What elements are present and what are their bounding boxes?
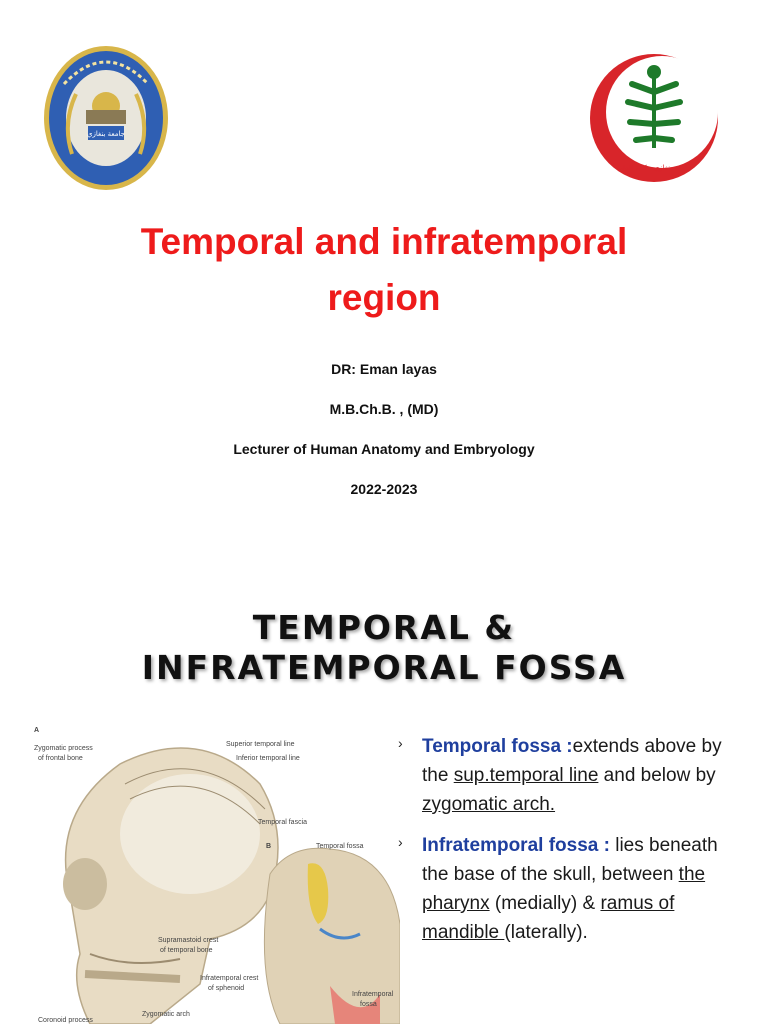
term-temporal-fossa: Temporal fossa	[422, 736, 562, 757]
medical-faculty-logo	[588, 52, 720, 184]
bullet1-underlined-1: sup.temporal line	[453, 765, 599, 786]
bullet-glyph: ›	[398, 834, 403, 850]
label-superior-temporal-line: Superior temporal line	[226, 741, 295, 748]
faculty-logo-text: جامعة بنغازي - كلية الطب	[616, 164, 692, 172]
content-title-line-1: TEMPORAL &	[252, 608, 516, 647]
bullet2-underlined-1: the pharynx	[422, 864, 706, 914]
label-temporal-fascia: Temporal fascia	[258, 819, 308, 826]
label-zygomatic-arch: Zygomatic arch	[142, 1011, 190, 1018]
label-supramastoid-crest: Supramastoid crest	[158, 937, 219, 944]
colon: :	[561, 736, 573, 757]
label-of-temporal-bone: of temporal bone	[160, 947, 213, 954]
label-of-sphenoid: of sphenoid	[208, 985, 245, 992]
bullet2-text-2: (medially) &	[489, 893, 601, 914]
slide-title-line-1: Temporal and infratemporal	[140, 221, 628, 262]
bullet2-underlined-2: ramus of mandible	[422, 893, 675, 943]
label-fossa: fossa	[360, 1001, 377, 1008]
bullet-glyph: ›	[398, 735, 403, 751]
skull-diagram	[30, 724, 400, 1024]
label-inferior-temporal-line: Inferior temporal line	[236, 755, 300, 762]
bullet2-text-1: lies beneath the base of the skull, between	[422, 835, 718, 885]
author-name: DR: Eman layas	[331, 361, 437, 377]
author-info	[0, 356, 768, 502]
term-infratemporal-fossa: Infratemporal fossa	[422, 835, 599, 856]
label-infratemporal-crest: Infratemporal crest	[200, 975, 259, 982]
seal-inner-text: جامعة بنغازي	[87, 130, 125, 138]
content-slide-title	[0, 608, 768, 688]
label-temporal-fossa: Temporal fossa	[316, 843, 364, 850]
bullet-list	[396, 732, 736, 959]
bullet-infratemporal-fossa	[396, 831, 736, 947]
bullet-temporal-fossa	[396, 732, 736, 819]
colon: :	[598, 835, 616, 856]
slide-title-line-2: region	[327, 277, 441, 318]
author-degree: M.B.Ch.B. , (MD)	[329, 401, 439, 417]
slide-title	[0, 214, 768, 326]
bullet1-text-2: and below by	[598, 765, 716, 786]
university-seal-logo	[42, 44, 170, 192]
label-coronoid-process: Coronoid process	[38, 1017, 93, 1024]
label-zygomatic-process: Zygomatic process	[34, 745, 93, 752]
label-infratemporal-fossa: Infratemporal	[352, 991, 394, 998]
bullet1-underlined-2: zygomatic arch.	[422, 794, 556, 815]
content-slide	[0, 572, 768, 1024]
bullet1-text-1: extends above by the	[422, 736, 722, 786]
label-of-frontal-bone: of frontal bone	[38, 755, 83, 762]
academic-year: 2022-2023	[350, 481, 418, 497]
content-title-line-2: INFRATEMPORAL FOSSA	[141, 648, 627, 687]
panel-a-label: A	[34, 727, 40, 734]
panel-b-label: B	[266, 843, 272, 850]
bullet2-text-3: (laterally).	[504, 922, 588, 943]
author-position: Lecturer of Human Anatomy and Embryology	[233, 441, 535, 457]
